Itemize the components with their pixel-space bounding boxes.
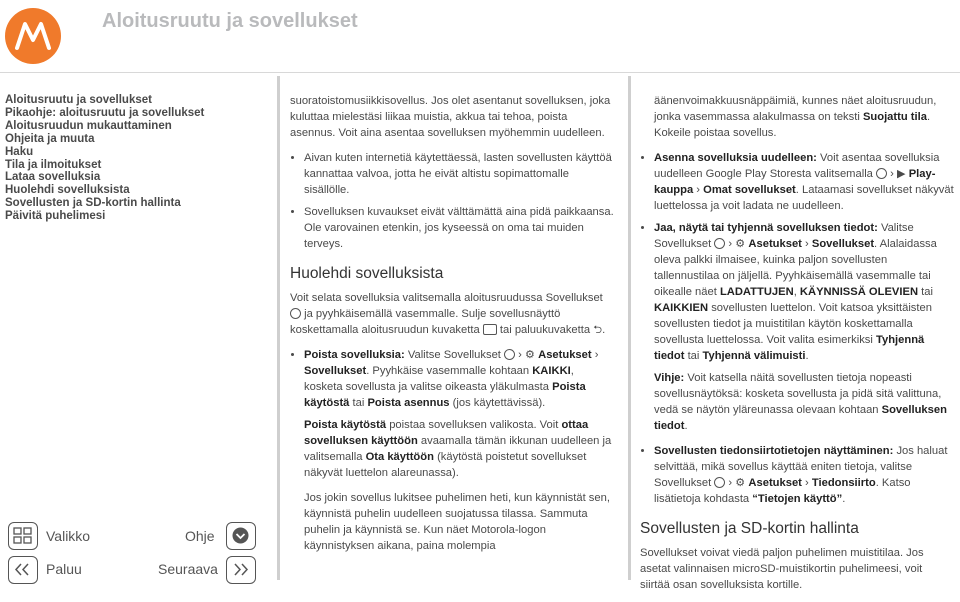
label: Play-kauppa — [654, 168, 936, 196]
tips-list — [290, 150, 615, 252]
grid-icon — [9, 523, 36, 548]
intro-paragraph: suoratoistomusiikkisovellus. Jos olet asentanut sovelluksen, joka kuluttaa mielestäsi liikaa muistia, akkua tai tehoa, poista asennus. Voit aina asentaa sovelluksen myöhemmin uudelleen. — [290, 95, 611, 139]
apps-icon — [876, 168, 887, 179]
home-icon — [483, 324, 497, 335]
text: sovellusten luettelon. Voit katsoa yksittäisten sovellusten tiedot ja muistitilan käytön koskettamalla sovellusta luettelossa. Voit valita esimerkiksi — [654, 302, 932, 346]
list-item: • Aivan kuten internetiä käytettäessä, lasten sovellusten käyttöä kannattaa valvoa, jotta he eivät altistu sopimattomalle sisällölle. — [304, 150, 615, 198]
help-button[interactable] — [226, 522, 256, 550]
manage-list — [640, 150, 955, 364]
text: tai paluukuvaketta — [499, 324, 591, 336]
text: , kosketa sovellusta ja valitse oikeasta yläkulmasta — [304, 365, 574, 393]
label: Poista asennus — [367, 397, 450, 409]
usage-list — [640, 443, 955, 507]
apps-link: Sovellukset — [304, 365, 367, 377]
motorola-logo-icon — [5, 8, 61, 64]
text: . Lataamasi sovellukset näkyvät luettelossa ja voit ladata ne uudelleen. — [654, 184, 954, 212]
label: Poista käytöstä — [304, 419, 387, 431]
label: Asenna sovelluksia uudelleen: — [654, 152, 817, 164]
label: Ota käyttöön — [365, 451, 434, 463]
label: Asetukset — [748, 238, 802, 250]
play-store-icon: ▶ — [896, 168, 906, 180]
list-item: • Sovelluksen kuvaukset eivät välttämättä aina pidä paikkaansa. Ole varovainen etenkin, jos kyseessä on oma tai muiden terveys. — [304, 204, 615, 252]
menu-button[interactable] — [8, 522, 38, 550]
text: Voit selata sovelluksia valitsemalla aloitusruudussa Sovellukset — [290, 292, 603, 304]
data-usage-link[interactable]: “Tietojen käyttö” — [752, 493, 843, 505]
label: Tyhjennä välimuisti — [702, 350, 806, 362]
menu-label[interactable]: Valikko — [46, 528, 91, 544]
paragraph: Sovellukset voivat viedä paljon puhelimen muistitilaa. Jos asetat valinnaisen microSD-muistikortin puhelimeesi, voit siirtää osan sovelluksista kortille. — [640, 547, 924, 591]
table-of-contents — [5, 94, 265, 223]
text: (jos käytettävissä). — [452, 397, 546, 409]
section-heading: Huolehdi sovelluksista — [290, 265, 444, 282]
text: tai — [352, 397, 365, 409]
gear-icon: ⚙ — [735, 477, 746, 489]
column-divider — [628, 76, 631, 580]
label: Poista käytöstä — [304, 381, 586, 409]
label: Sovellukset — [811, 238, 875, 250]
text: Voit katsella näitä sovellusten tietoja nopeasti sovellusnäytöksä: kosketa sovellusta ja pidä sitä valittuna, vedä se näytön yläreunassa olevaan kohtaan — [654, 372, 942, 416]
label: Suojattu tila — [862, 111, 927, 123]
toc-item[interactable]: Päivitä puhelimesi — [5, 210, 106, 223]
text: Voit asentaa sovelluksia uudelleen Google Play Storesta valitsemalla — [654, 152, 940, 180]
text: . Kokeile poistaa sovellus. — [654, 111, 931, 139]
next-button[interactable] — [226, 556, 256, 584]
text: Valitse Sovellukset — [654, 222, 914, 250]
paragraph: Voit selata sovelluksia valitsemalla aloitusruudussa Sovellukset ja pyyhkäisemällä vasemmalle. Sulje sovellusnäyttö koskettamalla aloitusruudun kuvaketta tai paluukuvaketta ⮌. — [290, 292, 606, 336]
gear-icon: ⚙ — [524, 349, 536, 361]
label: Asetukset — [748, 477, 802, 489]
text: avaamalla tämän ikkunan uudelleen ja valitsemalla — [304, 435, 612, 463]
double-chevron-right-icon — [227, 557, 254, 582]
toc-item[interactable]: Haku — [5, 145, 34, 158]
gear-icon: ⚙ — [735, 238, 746, 250]
next-label[interactable]: Seuraava — [158, 561, 218, 577]
column-divider — [277, 76, 280, 580]
list-item: • Poista sovelluksia: Valitse Sovellukset › ⚙ Asetukset › Sovellukset. Pyyhkäise vasemmalle kohtaan KAIKKI, kosketa sovellusta ja valitse oikeasta yläkulmasta Poista käytöstä tai Poista asennus (jos käytettävissä). — [304, 347, 615, 411]
back-icon: ⮌ — [593, 324, 603, 336]
section-heading: Sovellusten ja SD-kortin hallinta — [640, 520, 859, 537]
label: Omat sovellukset — [703, 184, 796, 196]
label: KÄYNNISSÄ OLEVIEN — [799, 286, 919, 298]
apps-icon — [504, 349, 515, 360]
label: ottaa sovelluksen käyttöön — [304, 419, 589, 447]
list-item: • Asenna sovelluksia uudelleen: Voit asentaa sovelluksia uudelleen Google Play Storesta valitsemalla › ▶ Play-kauppa › Omat sovellukset. Lataamasi sovellukset näkyvät luettelossa ja voit ladata ne uudelleen. — [654, 150, 955, 214]
back-button[interactable] — [8, 556, 38, 584]
label: Tiedonsiirto — [811, 477, 876, 489]
list-item: • Sovellusten tiedonsiirtotietojen näyttäminen: Jos haluat selvittää, mikä sovellus käyttää eniten tietoja, valitse Sovellukset › ⚙ Asetukset › Tiedonsiirto. Katso lisätietoja kohdasta “Tietojen käyttö”. — [654, 443, 955, 507]
text: Jos haluat selvittää, mikä sovellus käyttää eniten tietoja, valitse Sovellukset — [654, 445, 948, 489]
text: . Pyyhkäise vasemmalle kohtaan — [366, 365, 530, 377]
toc-item[interactable]: Aloitusruudun mukauttaminen — [5, 119, 172, 132]
text: poistaa sovelluksen valikosta. Voit — [389, 419, 559, 431]
toc-item[interactable]: Huolehdi sovelluksista — [5, 184, 130, 197]
toc-item[interactable]: Lataa sovelluksia — [5, 171, 101, 184]
label: Tyhjennä tiedot — [654, 334, 925, 362]
double-chevron-left-icon — [9, 557, 36, 582]
label: Jaa, näytä tai tyhjennä sovelluksen tiedot: — [654, 222, 878, 234]
back-label[interactable]: Paluu — [46, 561, 82, 577]
content-column-1 — [290, 93, 615, 563]
tip-paragraph: Vihje: Voit katsella näitä sovellusten tietoja nopeasti sovellusnäytöksä: kosketa sovellusta ja pidä sitä valittuna, vedä se näytön yläreunassa olevaan kohtaan Sovelluksen tiedot. — [654, 372, 947, 432]
text: ja pyyhkäisemällä vasemmalle. Sulje sovellusnäyttö koskettamalla aloitusruudun kuvaketta — [290, 308, 561, 336]
toc-item[interactable]: Aloitusruutu ja sovellukset — [5, 94, 152, 106]
heart-icon — [227, 523, 254, 548]
text: tai — [687, 350, 700, 362]
paragraph — [290, 417, 615, 481]
paragraph — [640, 93, 955, 141]
paragraph: Jos jokin sovellus lukitsee puhelimen heti, kun käynnistät sen, käynnistä puhelin uudelleen suojatussa tilassa. Sammuta puhelin ja käynnistä se. Kun näet Motorola-logon käynnistyksen aikana, paina molempia — [304, 492, 610, 552]
toc-item[interactable]: Ohjeita ja muuta — [5, 132, 95, 145]
label: KAIKKIEN — [654, 302, 709, 314]
toc-item[interactable]: Tila ja ilmoitukset — [5, 158, 102, 171]
label: Sovellusten tiedonsiirtotietojen näyttäminen: — [654, 445, 894, 457]
label: Sovelluksen tiedot — [654, 404, 947, 432]
help-label[interactable]: Ohje — [185, 528, 215, 544]
toc-item[interactable]: Sovellusten ja SD-kortin hallinta — [5, 197, 181, 210]
label: LADATTUJEN — [719, 286, 794, 298]
text: . Alalaidassa oleva palkki ilmaisee, kuinka paljon sovellusten tallennustilaa on jäljellä. Pyyhkäisemällä vasemmalle tai oikealle näet — [654, 238, 937, 298]
text: äänenvoimakkuusnäppäimiä, kunnes näet aloitusruudun, jonka vasemmassa alakulmassa on teksti — [654, 95, 937, 123]
label: Vihje: — [654, 372, 685, 384]
page-title: Aloitusruutu ja sovellukset — [102, 10, 358, 32]
remove-list — [290, 347, 615, 411]
header — [0, 0, 960, 72]
apps-icon — [290, 308, 301, 319]
text: Valitse Sovellukset — [407, 349, 501, 361]
apps-icon — [714, 477, 725, 488]
toc-item[interactable]: Pikaohje: aloitusruutu ja sovellukset — [5, 106, 205, 119]
text: tai — [921, 286, 933, 298]
list-item: • Jaa, näytä tai tyhjennä sovelluksen tiedot: Valitse Sovellukset › ⚙ Asetukset › Sovellukset. Alalaidassa oleva palkki ilmaisee, kuinka paljon sovellusten tallennustilaa on jäljellä. Pyyhkäisemällä vasemmalle tai oikealle näet LADATTUJEN, KÄYNNISSÄ OLEVIEN tai KAIKKIEN sovellusten luettelon. Voit katsoa yksittäisten sovellusten tiedot ja muistitilan käytön koskettamalla sovellusta luettelossa. Voit valita esimerkiksi Tyhjennä tiedot tai Tyhjennä välimuisti. — [654, 220, 955, 364]
label: KAIKKI — [532, 365, 571, 377]
content-column-2 — [640, 93, 955, 602]
text: . Katso lisätietoja kohdasta — [654, 477, 911, 505]
text: (käytöstä poistetut sovellukset näkyvät luettelon alareunassa). — [304, 451, 587, 479]
label: Poista sovelluksia: — [304, 349, 405, 361]
settings-link: Asetukset — [538, 349, 592, 361]
apps-icon — [714, 238, 725, 249]
header-divider — [0, 72, 960, 73]
text: , — [793, 286, 797, 298]
